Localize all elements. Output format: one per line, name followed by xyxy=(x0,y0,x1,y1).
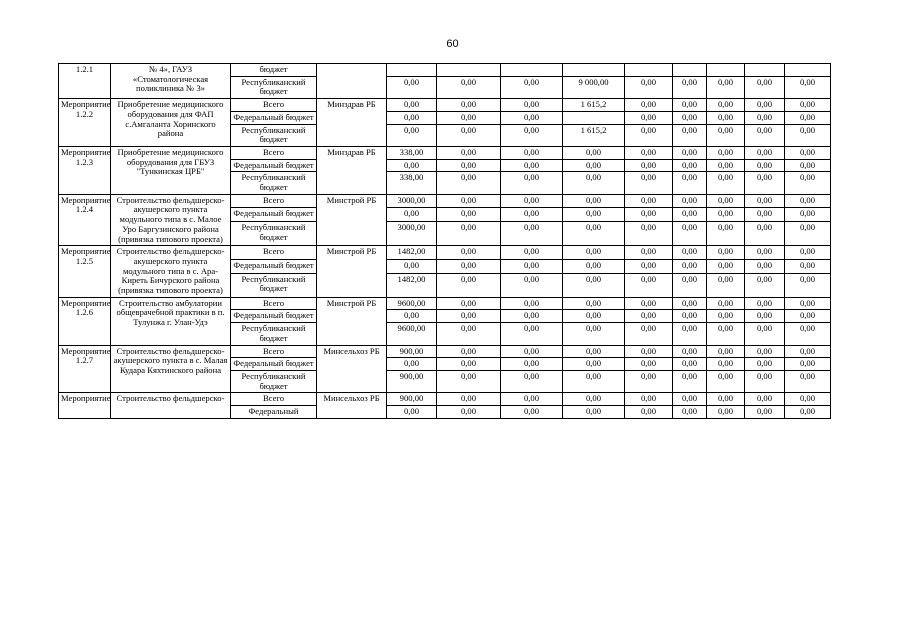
amount-cell: 0,00 xyxy=(745,310,785,323)
amount-cell: 0,00 xyxy=(387,76,437,98)
amount-cell: 0,00 xyxy=(387,124,437,146)
amount-cell: 0,00 xyxy=(437,222,501,246)
amount-cell: 0,00 xyxy=(673,222,707,246)
amount-cell: 0,00 xyxy=(563,358,625,371)
amount-cell: 0,00 xyxy=(745,273,785,297)
amount-cell: 0,00 xyxy=(785,146,831,159)
amount-cell: 0,00 xyxy=(785,159,831,172)
amount-cell: 0,00 xyxy=(785,310,831,323)
amount-cell: 0,00 xyxy=(673,76,707,98)
amount-cell: 0,00 xyxy=(625,259,673,273)
funding-source: Федеральный бюджет xyxy=(231,159,317,172)
activity-code: Мероприятие 1.2.4 xyxy=(59,194,111,246)
amount-cell: 0,00 xyxy=(501,146,563,159)
amount-cell: 0,00 xyxy=(707,393,745,406)
activity-code: Мероприятие xyxy=(59,393,111,418)
amount-cell: 0,00 xyxy=(785,124,831,146)
amount-cell: 0,00 xyxy=(387,259,437,273)
amount-cell: 0,00 xyxy=(673,273,707,297)
amount-cell: 0,00 xyxy=(437,310,501,323)
amount-cell xyxy=(707,64,745,77)
amount-cell: 0,00 xyxy=(437,76,501,98)
funding-source: Республиканский бюджет xyxy=(231,370,317,392)
amount-cell: 0,00 xyxy=(501,246,563,260)
amount-cell: 0,00 xyxy=(707,146,745,159)
activity-code: Мероприятие 1.2.2 xyxy=(59,99,111,147)
funding-source: Всего xyxy=(231,345,317,358)
activity-name: Строительство фельдшерско- xyxy=(111,393,231,418)
amount-cell: 0,00 xyxy=(745,159,785,172)
amount-cell: 0,00 xyxy=(501,310,563,323)
amount-cell: 1 615,2 xyxy=(563,99,625,112)
amount-cell: 0,00 xyxy=(437,259,501,273)
amount-cell: 0,00 xyxy=(673,358,707,371)
amount-cell: 0,00 xyxy=(625,358,673,371)
responsible-agency: Минстрой РБ xyxy=(317,246,387,298)
amount-cell: 0,00 xyxy=(673,259,707,273)
amount-cell: 0,00 xyxy=(745,208,785,222)
activity-code: Мероприятие 1.2.6 xyxy=(59,297,111,345)
amount-cell: 900,00 xyxy=(387,345,437,358)
amount-cell: 0,00 xyxy=(625,406,673,419)
amount-cell: 0,00 xyxy=(673,323,707,345)
amount-cell xyxy=(785,64,831,77)
amount-cell: 0,00 xyxy=(501,76,563,98)
amount-cell: 0,00 xyxy=(673,99,707,112)
amount-cell: 0,00 xyxy=(673,146,707,159)
table-row xyxy=(59,246,831,260)
amount-cell: 0,00 xyxy=(437,246,501,260)
amount-cell: 0,00 xyxy=(707,358,745,371)
amount-cell: 338,00 xyxy=(387,146,437,159)
amount-cell: 0,00 xyxy=(745,297,785,310)
amount-cell xyxy=(387,64,437,77)
amount-cell xyxy=(563,111,625,124)
amount-cell: 0,00 xyxy=(673,159,707,172)
funding-source: Всего xyxy=(231,246,317,260)
amount-cell xyxy=(501,64,563,77)
funding-source: Федеральный бюджет xyxy=(231,310,317,323)
amount-cell: 0,00 xyxy=(387,358,437,371)
responsible-agency xyxy=(317,64,387,99)
amount-cell: 0,00 xyxy=(437,297,501,310)
amount-cell: 0,00 xyxy=(501,345,563,358)
amount-cell: 900,00 xyxy=(387,393,437,406)
amount-cell: 0,00 xyxy=(563,194,625,208)
amount-cell: 0,00 xyxy=(785,323,831,345)
amount-cell: 0,00 xyxy=(707,76,745,98)
amount-cell: 0,00 xyxy=(785,194,831,208)
amount-cell: 0,00 xyxy=(707,111,745,124)
amount-cell: 0,00 xyxy=(707,99,745,112)
funding-source: Всего xyxy=(231,393,317,406)
amount-cell: 0,00 xyxy=(785,76,831,98)
amount-cell: 0,00 xyxy=(745,345,785,358)
table-row xyxy=(59,194,831,208)
amount-cell: 0,00 xyxy=(437,172,501,194)
amount-cell: 0,00 xyxy=(745,259,785,273)
amount-cell: 0,00 xyxy=(673,208,707,222)
amount-cell: 0,00 xyxy=(625,194,673,208)
amount-cell: 0,00 xyxy=(437,146,501,159)
amount-cell: 0,00 xyxy=(707,208,745,222)
amount-cell: 0,00 xyxy=(673,406,707,419)
funding-source: Федеральный бюджет xyxy=(231,259,317,273)
amount-cell: 0,00 xyxy=(501,323,563,345)
amount-cell: 0,00 xyxy=(387,310,437,323)
amount-cell: 0,00 xyxy=(745,406,785,419)
amount-cell: 0,00 xyxy=(625,124,673,146)
amount-cell: 0,00 xyxy=(563,310,625,323)
amount-cell: 1482,00 xyxy=(387,246,437,260)
activity-name: Приобретение медицинского оборудования для ГБУЗ "Тункинская ЦРБ" xyxy=(111,146,231,194)
amount-cell: 0,00 xyxy=(745,146,785,159)
amount-cell: 0,00 xyxy=(625,76,673,98)
amount-cell: 1482,00 xyxy=(387,273,437,297)
amount-cell: 0,00 xyxy=(745,370,785,392)
amount-cell: 0,00 xyxy=(707,370,745,392)
amount-cell: 0,00 xyxy=(501,297,563,310)
amount-cell: 0,00 xyxy=(745,124,785,146)
amount-cell: 0,00 xyxy=(563,406,625,419)
amount-cell: 0,00 xyxy=(563,393,625,406)
amount-cell: 0,00 xyxy=(673,111,707,124)
amount-cell: 0,00 xyxy=(563,159,625,172)
funding-source: Всего xyxy=(231,146,317,159)
amount-cell: 0,00 xyxy=(437,358,501,371)
amount-cell: 0,00 xyxy=(501,406,563,419)
activity-name: Строительство фельдшерско-акушерского пункта в с. Малая Кудара Кяхтинского района xyxy=(111,345,231,393)
amount-cell: 0,00 xyxy=(785,358,831,371)
amount-cell: 0,00 xyxy=(673,172,707,194)
table-row xyxy=(59,64,831,77)
amount-cell: 0,00 xyxy=(625,370,673,392)
amount-cell xyxy=(563,64,625,77)
amount-cell: 3000,00 xyxy=(387,222,437,246)
funding-source: бюджет xyxy=(231,64,317,77)
amount-cell: 0,00 xyxy=(785,246,831,260)
amount-cell: 0,00 xyxy=(563,146,625,159)
funding-source: Всего xyxy=(231,297,317,310)
amount-cell: 0,00 xyxy=(437,345,501,358)
amount-cell: 0,00 xyxy=(625,345,673,358)
activity-code: 1.2.1 xyxy=(59,64,111,99)
funding-source: Федеральный xyxy=(231,406,317,419)
amount-cell: 0,00 xyxy=(625,222,673,246)
amount-cell: 0,00 xyxy=(501,159,563,172)
amount-cell: 0,00 xyxy=(625,273,673,297)
amount-cell: 0,00 xyxy=(673,124,707,146)
funding-source: Всего xyxy=(231,194,317,208)
amount-cell: 0,00 xyxy=(745,358,785,371)
amount-cell: 0,00 xyxy=(437,111,501,124)
amount-cell: 0,00 xyxy=(673,370,707,392)
amount-cell: 0,00 xyxy=(785,222,831,246)
amount-cell: 0,00 xyxy=(625,111,673,124)
funding-source: Республиканский бюджет xyxy=(231,124,317,146)
responsible-agency: Минстрой РБ xyxy=(317,297,387,345)
amount-cell: 0,00 xyxy=(785,297,831,310)
amount-cell: 0,00 xyxy=(563,273,625,297)
amount-cell: 0,00 xyxy=(785,370,831,392)
activity-name: Строительство фельдшерско-акушерского пункта модульного типа в с. Малое Уро Баргузинского района (привязка типового проекта) xyxy=(111,194,231,246)
amount-cell: 0,00 xyxy=(563,259,625,273)
amount-cell: 9600,00 xyxy=(387,323,437,345)
amount-cell: 0,00 xyxy=(785,259,831,273)
table-row xyxy=(59,146,831,159)
amount-cell: 0,00 xyxy=(673,393,707,406)
amount-cell xyxy=(625,64,673,77)
responsible-agency: Минздрав РБ xyxy=(317,99,387,147)
amount-cell: 0,00 xyxy=(563,297,625,310)
amount-cell xyxy=(745,64,785,77)
amount-cell: 0,00 xyxy=(563,323,625,345)
amount-cell: 0,00 xyxy=(501,172,563,194)
amount-cell: 0,00 xyxy=(563,370,625,392)
amount-cell: 0,00 xyxy=(501,358,563,371)
funding-source: Всего xyxy=(231,99,317,112)
funding-source: Республиканский бюджет xyxy=(231,273,317,297)
budget-table xyxy=(58,63,831,419)
amount-cell: 0,00 xyxy=(785,345,831,358)
amount-cell: 0,00 xyxy=(707,194,745,208)
amount-cell: 0,00 xyxy=(785,406,831,419)
amount-cell: 0,00 xyxy=(501,208,563,222)
table-row xyxy=(59,297,831,310)
activity-name: № 4», ГАУЗ «Стоматологическая поликлиника № 3» xyxy=(111,64,231,99)
table-row xyxy=(59,99,831,112)
amount-cell: 0,00 xyxy=(625,297,673,310)
amount-cell: 0,00 xyxy=(707,222,745,246)
amount-cell: 0,00 xyxy=(745,393,785,406)
funding-source: Республиканский бюджет xyxy=(231,172,317,194)
amount-cell: 0,00 xyxy=(625,146,673,159)
amount-cell: 0,00 xyxy=(625,208,673,222)
funding-source: Республиканский бюджет xyxy=(231,76,317,98)
amount-cell: 0,00 xyxy=(707,345,745,358)
page-number: 60 xyxy=(446,38,459,50)
funding-source: Федеральный бюджет xyxy=(231,208,317,222)
amount-cell: 900,00 xyxy=(387,370,437,392)
amount-cell: 0,00 xyxy=(437,159,501,172)
activity-code: Мероприятие 1.2.5 xyxy=(59,246,111,298)
amount-cell: 0,00 xyxy=(501,111,563,124)
amount-cell: 0,00 xyxy=(673,297,707,310)
amount-cell: 0,00 xyxy=(673,310,707,323)
responsible-agency: Минздрав РБ xyxy=(317,146,387,194)
amount-cell xyxy=(437,64,501,77)
amount-cell: 0,00 xyxy=(745,222,785,246)
funding-source: Федеральный бюджет xyxy=(231,111,317,124)
amount-cell: 0,00 xyxy=(437,273,501,297)
amount-cell: 0,00 xyxy=(501,259,563,273)
amount-cell: 0,00 xyxy=(707,124,745,146)
amount-cell: 0,00 xyxy=(387,406,437,419)
amount-cell: 0,00 xyxy=(437,370,501,392)
amount-cell: 0,00 xyxy=(437,124,501,146)
amount-cell: 0,00 xyxy=(437,208,501,222)
funding-source: Республиканский бюджет xyxy=(231,323,317,345)
amount-cell: 0,00 xyxy=(563,208,625,222)
amount-cell: 0,00 xyxy=(785,99,831,112)
amount-cell: 0,00 xyxy=(501,222,563,246)
amount-cell: 9 000,00 xyxy=(563,76,625,98)
amount-cell: 0,00 xyxy=(625,310,673,323)
amount-cell: 0,00 xyxy=(387,111,437,124)
activity-code: Мероприятие 1.2.3 xyxy=(59,146,111,194)
amount-cell: 0,00 xyxy=(745,111,785,124)
amount-cell: 0,00 xyxy=(387,99,437,112)
amount-cell: 0,00 xyxy=(563,345,625,358)
amount-cell: 0,00 xyxy=(745,323,785,345)
amount-cell: 338,00 xyxy=(387,172,437,194)
amount-cell: 0,00 xyxy=(707,273,745,297)
amount-cell: 0,00 xyxy=(625,172,673,194)
amount-cell: 0,00 xyxy=(673,246,707,260)
amount-cell: 0,00 xyxy=(501,99,563,112)
responsible-agency: Минсельхоз РБ xyxy=(317,393,387,418)
responsible-agency: Минстрой РБ xyxy=(317,194,387,246)
amount-cell: 0,00 xyxy=(707,159,745,172)
amount-cell: 0,00 xyxy=(501,194,563,208)
activity-name: Строительство амбулатории общеврачебной практики в п. Тулунжа г. Улан-Удэ xyxy=(111,297,231,345)
amount-cell: 0,00 xyxy=(707,310,745,323)
amount-cell: 0,00 xyxy=(563,222,625,246)
amount-cell: 0,00 xyxy=(437,393,501,406)
amount-cell: 0,00 xyxy=(785,111,831,124)
amount-cell: 0,00 xyxy=(673,345,707,358)
amount-cell: 3000,00 xyxy=(387,194,437,208)
amount-cell: 0,00 xyxy=(563,246,625,260)
activity-name: Приобретение медицинского оборудования для ФАП с.Амгаланта Хоринского района xyxy=(111,99,231,147)
amount-cell: 0,00 xyxy=(707,406,745,419)
activity-name: Строительство фельдшерско-акушерского пункта модульного типа в с. Ара-Киреть Бичурского района (привязка типового проекта) xyxy=(111,246,231,298)
amount-cell: 0,00 xyxy=(673,194,707,208)
funding-source: Республиканский бюджет xyxy=(231,222,317,246)
amount-cell: 0,00 xyxy=(625,393,673,406)
amount-cell: 0,00 xyxy=(387,208,437,222)
funding-source: Федеральный бюджет xyxy=(231,358,317,371)
amount-cell: 0,00 xyxy=(437,406,501,419)
amount-cell: 0,00 xyxy=(707,172,745,194)
amount-cell: 0,00 xyxy=(707,297,745,310)
amount-cell: 0,00 xyxy=(707,323,745,345)
amount-cell: 0,00 xyxy=(563,172,625,194)
amount-cell: 0,00 xyxy=(785,208,831,222)
table-row xyxy=(59,393,831,406)
amount-cell: 0,00 xyxy=(707,259,745,273)
amount-cell: 0,00 xyxy=(625,246,673,260)
amount-cell: 0,00 xyxy=(745,76,785,98)
amount-cell: 0,00 xyxy=(785,273,831,297)
amount-cell: 0,00 xyxy=(625,99,673,112)
amount-cell: 0,00 xyxy=(501,370,563,392)
amount-cell: 0,00 xyxy=(437,194,501,208)
amount-cell: 0,00 xyxy=(745,99,785,112)
amount-cell: 0,00 xyxy=(625,159,673,172)
activity-code: Мероприятие 1.2.7 xyxy=(59,345,111,393)
amount-cell xyxy=(673,64,707,77)
amount-cell: 0,00 xyxy=(387,159,437,172)
amount-cell: 0,00 xyxy=(785,393,831,406)
amount-cell: 0,00 xyxy=(437,323,501,345)
amount-cell: 0,00 xyxy=(707,246,745,260)
amount-cell: 1 615,2 xyxy=(563,124,625,146)
amount-cell: 0,00 xyxy=(501,393,563,406)
amount-cell: 9600,00 xyxy=(387,297,437,310)
amount-cell: 0,00 xyxy=(625,323,673,345)
amount-cell: 0,00 xyxy=(745,246,785,260)
amount-cell: 0,00 xyxy=(745,194,785,208)
amount-cell: 0,00 xyxy=(501,124,563,146)
amount-cell: 0,00 xyxy=(437,99,501,112)
responsible-agency: Минсельхоз РБ xyxy=(317,345,387,393)
amount-cell: 0,00 xyxy=(785,172,831,194)
amount-cell: 0,00 xyxy=(745,172,785,194)
table-row xyxy=(59,345,831,358)
amount-cell: 0,00 xyxy=(501,273,563,297)
